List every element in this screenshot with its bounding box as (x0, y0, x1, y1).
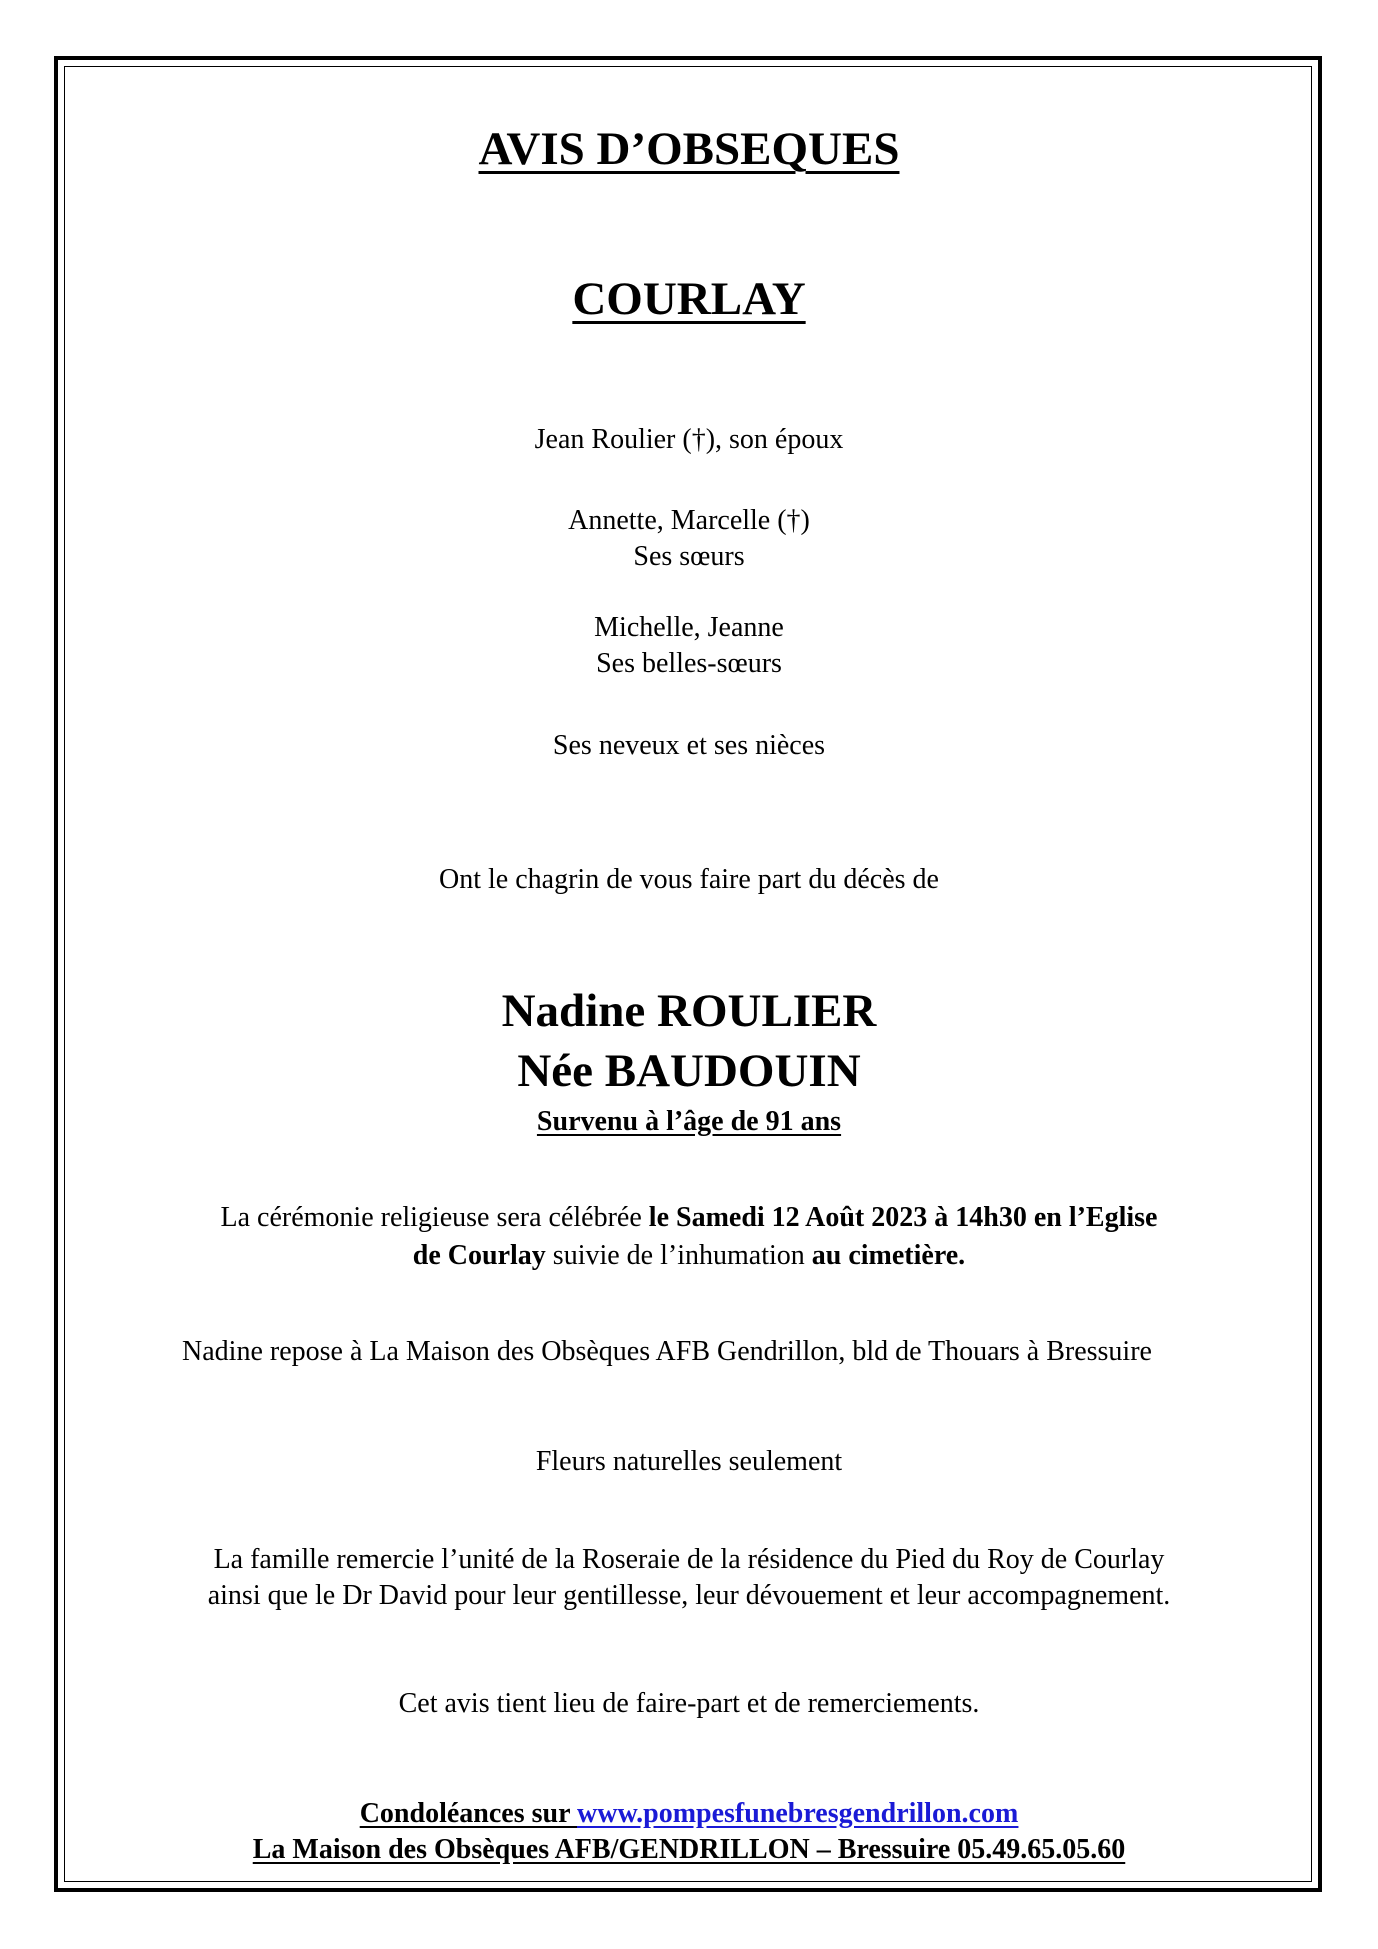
notice-heading: AVIS D’OBSEQUES (478, 123, 900, 175)
ceremony-cemetery: au cimetière. (811, 1240, 966, 1271)
thanks-line-2: ainsi que le Dr David pour leur gentillesse, leur dévouement et leur accompagnement. (207, 1580, 1171, 1611)
flowers-text: Fleurs naturelles seulement (535, 1446, 843, 1477)
family-sisters-names: Annette, Marcelle (†) (568, 505, 810, 536)
ceremony-town: de Courlay (412, 1240, 546, 1271)
family-spouse: Jean Roulier (†), son époux (534, 424, 844, 455)
contact-line: La Maison des Obsèques AFB/GENDRILLON – Bressuire 05.49.65.05.60 (252, 1834, 1126, 1865)
ceremony-text-1: La cérémonie religieuse sera célébrée (220, 1202, 649, 1233)
ceremony-line-1 (0, 1204, 1378, 1232)
repose-text: Nadine repose à La Maison des Obsèques AFB Gendrillon, bld de Thouars à Bressuire (182, 1336, 1152, 1367)
deceased-name: Nadine ROULIER (501, 985, 877, 1037)
family-nephews-nieces: Ses neveux et ses nièces (552, 730, 826, 761)
family-sisters-in-law-label: Ses belles-sœurs (596, 648, 782, 679)
family-sisters-in-law-names: Michelle, Jeanne (594, 612, 784, 643)
condolences-line (0, 1800, 1378, 1828)
family-sisters-label: Ses sœurs (633, 541, 745, 572)
closing-text: Cet avis tient lieu de faire-part et de remerciements. (398, 1688, 980, 1719)
website-link[interactable]: www.pompesfunebresgendrillon.com (577, 1798, 1019, 1829)
ceremony-text-2: suivie de l’inhumation (545, 1240, 812, 1271)
deceased-age: Survenu à l’âge de 91 ans (536, 1106, 842, 1137)
ceremony-date-place: le Samedi 12 Août 2023 à 14h30 en l’Eglise (648, 1202, 1158, 1233)
announcement-text: Ont le chagrin de vous faire part du décès de (439, 864, 939, 895)
ceremony-line-2 (0, 1242, 1378, 1270)
thanks-line-1: La famille remercie l’unité de la Roseraie de la résidence du Pied du Roy de Courlay (213, 1544, 1165, 1575)
deceased-maiden-name: Née BAUDOUIN (517, 1045, 861, 1097)
condolences-label: Condoléances sur (359, 1798, 577, 1829)
town-heading: COURLAY (572, 273, 806, 325)
